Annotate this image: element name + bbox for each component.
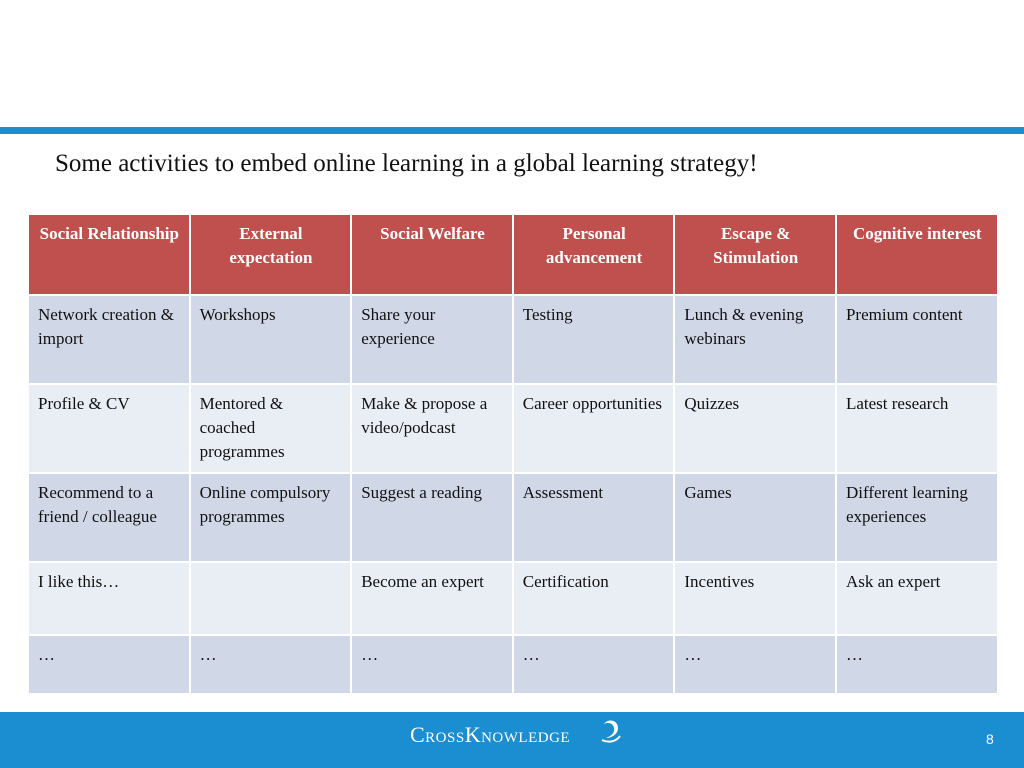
header-cell: Personal advancement [513, 214, 675, 295]
table-row [28, 473, 998, 562]
table-cell: Different learning experiences [836, 473, 998, 562]
activities-table [27, 213, 999, 695]
table-cell: Lunch & evening webinars [674, 295, 836, 384]
crossknowledge-logo: CrossKnowledge [410, 722, 571, 747]
table-cell: Games [674, 473, 836, 562]
table-cell: … [351, 635, 513, 694]
table-cell: Certification [513, 562, 675, 635]
table-cell: Mentored & coached programmes [190, 384, 352, 473]
table-cell: Workshops [190, 295, 352, 384]
table-cell: Suggest a reading [351, 473, 513, 562]
slide-heading: Some activities to embed online learning in a global learning strategy! [55, 150, 758, 177]
table-cell: Make & propose a video/podcast [351, 384, 513, 473]
table-cell: … [674, 635, 836, 694]
table-cell: Profile & CV [28, 384, 190, 473]
table-cell: … [513, 635, 675, 694]
table-cell: Online compulsory programmes [190, 473, 352, 562]
header-cell: Escape & Stimulation [674, 214, 836, 295]
logo-swirl-icon [598, 718, 624, 746]
table-cell: … [836, 635, 998, 694]
table-cell: Latest research [836, 384, 998, 473]
table-row [28, 635, 998, 694]
table-cell: I like this… [28, 562, 190, 635]
page-number: 8 [986, 731, 994, 747]
header-cell: Social Relationship [28, 214, 190, 295]
table-cell: Network creation & import [28, 295, 190, 384]
table-cell: Assessment [513, 473, 675, 562]
table-cell: Quizzes [674, 384, 836, 473]
table-cell: Premium content [836, 295, 998, 384]
table-cell: Testing [513, 295, 675, 384]
table-cell: … [28, 635, 190, 694]
header-cell: Social Welfare [351, 214, 513, 295]
table-cell: … [190, 635, 352, 694]
header-cell: External expectation [190, 214, 352, 295]
table-cell: Ask an expert [836, 562, 998, 635]
table-row [28, 562, 998, 635]
table-header-row [28, 214, 998, 295]
table-cell: Share your experience [351, 295, 513, 384]
top-accent-bar [0, 127, 1024, 134]
table-cell: Incentives [674, 562, 836, 635]
table-cell: Career opportunities [513, 384, 675, 473]
table-cell [190, 562, 352, 635]
table-cell: Become an expert [351, 562, 513, 635]
table-cell: Recommend to a friend / colleague [28, 473, 190, 562]
header-cell: Cognitive interest [836, 214, 998, 295]
table-row [28, 295, 998, 384]
table-row [28, 384, 998, 473]
